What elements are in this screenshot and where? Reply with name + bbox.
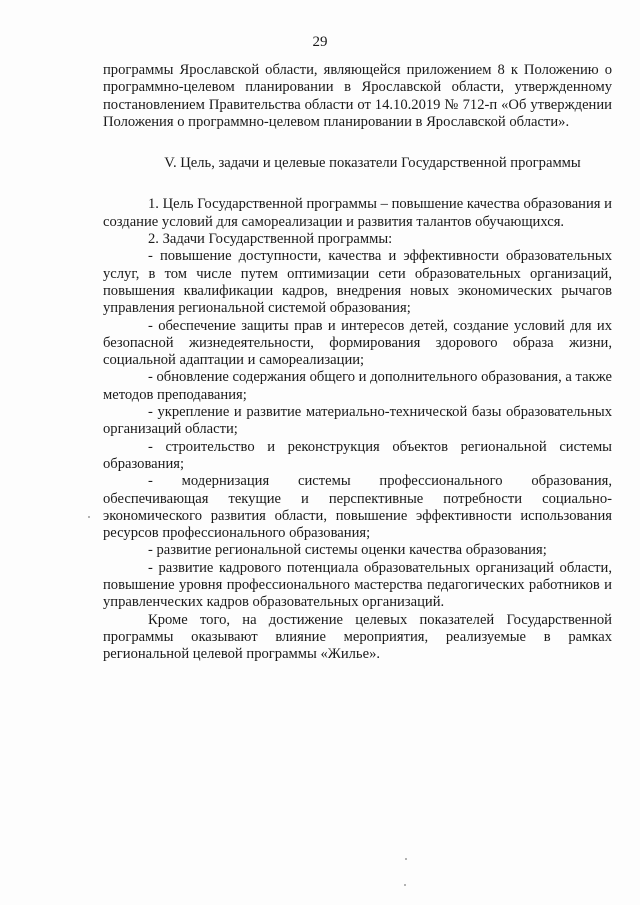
task-item: - обеспечение защиты прав и интересов детей, создание условий для их безопасной жизнедеятельности, формирования здорового образа жизни, социальной адаптации и самореализации; bbox=[103, 317, 612, 369]
intro-paragraph: программы Ярославской области, являющейся приложением 8 к Положению о программно-целевом планировании в Ярославской области, утвержденному постановлением Правительства области от 14.10.2019 № 712-п «Об утверждении Положения о программно-целевом планировании в Ярославской области». bbox=[103, 62, 612, 130]
task-item: - развитие кадрового потенциала образовательных организаций области, повышение уровня профессионального мастерства педагогических работников и управленческих кадров образовательных организаций. bbox=[103, 559, 612, 611]
task-item: - модернизация системы профессионального образования, обеспечивающая текущие и перспективные потребности социально-экономического развития области, повышение эффективности использования ресурсов профессионального образования; bbox=[103, 473, 612, 542]
task-item: - обновление содержания общего и дополнительного образования, а также методов преподавания; bbox=[103, 369, 612, 403]
scan-speck bbox=[404, 884, 406, 886]
goal-paragraph: 1. Цель Государственной программы – повышение качества образования и создание условий для самореализации и развития талантов обучающихся. bbox=[103, 196, 612, 230]
document-body bbox=[103, 62, 612, 664]
task-item: - строительство и реконструкция объектов региональной системы образования; bbox=[103, 438, 612, 472]
task-item: - развитие региональной системы оценки качества образования; bbox=[148, 542, 547, 559]
task-item: - укрепление и развитие материально-технической базы образовательных организаций области; bbox=[103, 404, 612, 438]
scan-speck bbox=[88, 516, 90, 518]
scan-speck bbox=[405, 858, 407, 860]
tasks-title: 2. Задачи Государственной программы: bbox=[148, 231, 393, 248]
task-item: - повышение доступности, качества и эффективности образовательных услуг, в том числе путем оптимизации сети образовательных организаций, повышения квалификации кадров, внедрения новых экономических рычагов управления региональной системой образования; bbox=[103, 248, 612, 317]
page-number: 29 bbox=[312, 34, 328, 50]
closing-paragraph: Кроме того, на достижение целевых показателей Государственной программы оказывают влияние мероприятия, реализуемые в рамках региональной целевой программы «Жилье». bbox=[103, 611, 612, 663]
section-heading: V. Цель, задачи и целевые показатели Государственной программы bbox=[164, 155, 581, 172]
